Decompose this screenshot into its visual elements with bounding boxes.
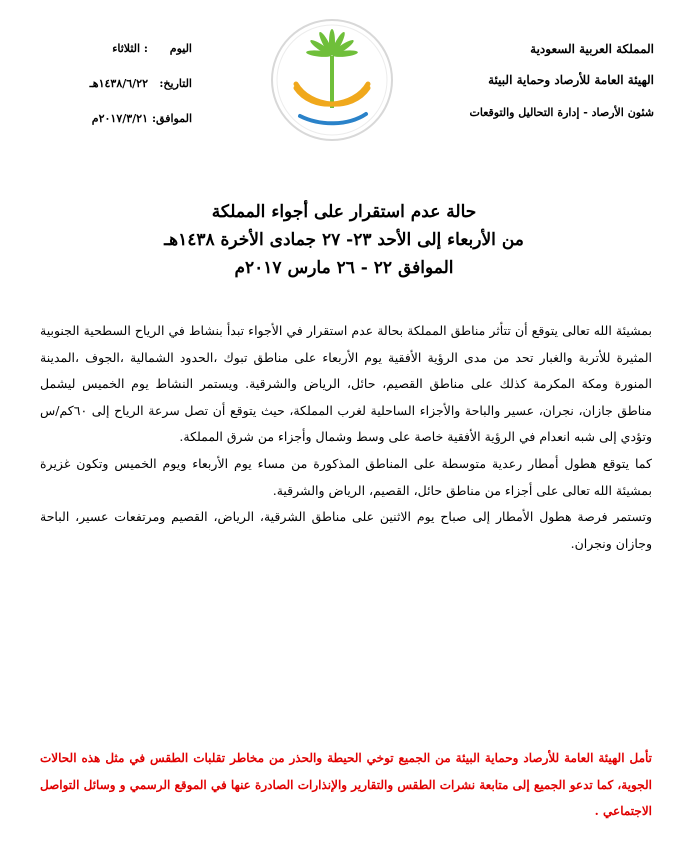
day-row xyxy=(52,40,192,58)
hijri-date-label: التاريخ: xyxy=(159,77,192,90)
hijri-date-value: ١٤٣٨/٦/٢٢هـ xyxy=(89,77,148,90)
body-paragraph-3: وتستمر فرصة هطول الأمطار إلى صباح يوم الاثنين على مناطق الشرقية، الرياض، القصيم ومرتفعات عسير، الباحة وجازان ونجران. xyxy=(40,509,652,551)
title-line-3: الموافق ٢٢ - ٢٦ مارس ٢٠١٧م xyxy=(234,258,454,278)
authority-name: الهيئة العامة للأرصاد وحماية البيئة xyxy=(488,73,654,87)
hijri-date-row xyxy=(52,75,192,93)
department-name: شئون الأرصاد - إدارة التحاليل والتوقعات xyxy=(469,106,654,119)
bulletin-title xyxy=(80,198,608,282)
document-meta xyxy=(52,40,192,145)
title-line-1: حالة عدم استقرار على أجواء المملكة xyxy=(211,202,477,222)
gregorian-date-label: الموافق: xyxy=(152,112,192,125)
organization-header xyxy=(424,40,654,122)
day-label: اليوم xyxy=(169,42,192,55)
bulletin-body xyxy=(40,318,652,557)
gregorian-date-value: ٢٠١٧/٣/٢١م xyxy=(91,112,148,125)
authority-logo-icon xyxy=(270,18,394,142)
country-name: المملكة العربية السعودية xyxy=(530,42,654,56)
public-notice: تأمل الهيئة العامة للأرصاد وحماية البيئة من الجميع توخي الحيطة والحذر من مخاطر تقلبات الطقس في مثل هذه الحالات الجوية، كما تدعو الجميع إلى متابعة نشرات الطقس والتقارير والإنذارات الصادرة عنها في الموقع الرسمي و وسائل التواصل الاجتماعي . xyxy=(40,751,652,819)
gregorian-date-row xyxy=(52,110,192,128)
body-paragraph-2: كما يتوقع هطول أمطار رعدية متوسطة على المناطق المذكورة من مساء يوم الأربعاء ويوم الخميس وتكون غزيرة بمشيئة الله تعالى على أجزاء من مناطق حائل، القصيم، الرياض والشرقية. xyxy=(40,455,652,498)
title-line-2: من الأربعاء إلى الأحد ٢٣- ٢٧ جمادى الأخرة ١٤٣٨هـ xyxy=(164,230,524,250)
day-value: : الثلاثاء xyxy=(112,42,148,55)
body-paragraph-1: بمشيئة الله تعالى يتوقع أن تتأثر مناطق المملكة بحالة عدم استقرار في الأجواء تبدأ بنشاط في الرياح السطحية الجنوبية المثيرة للأتربة والغبار تحد من مدى الرؤية الأفقية يوم الأربعاء على مناطق تبوك ،الحدود الشمالية ،الجوف ،المدينة المنورة ومكة المكرمة كذلك على مناطق القصيم، حائل، الرياض والشرقية. ويستمر النشاط يوم الخميس ليشمل مناطق جازان، نجران، عسير والباحة والأجزاء الساحلية لغرب المملكة، حيث يتوقع أن تصل سرعة الرياح إلى ٦٠كم/س وتؤدي إلى شبه انعدام في الرؤية الأفقية خاصة على وسط وشمال وأجزاء من شرق المملكة. xyxy=(40,323,652,445)
